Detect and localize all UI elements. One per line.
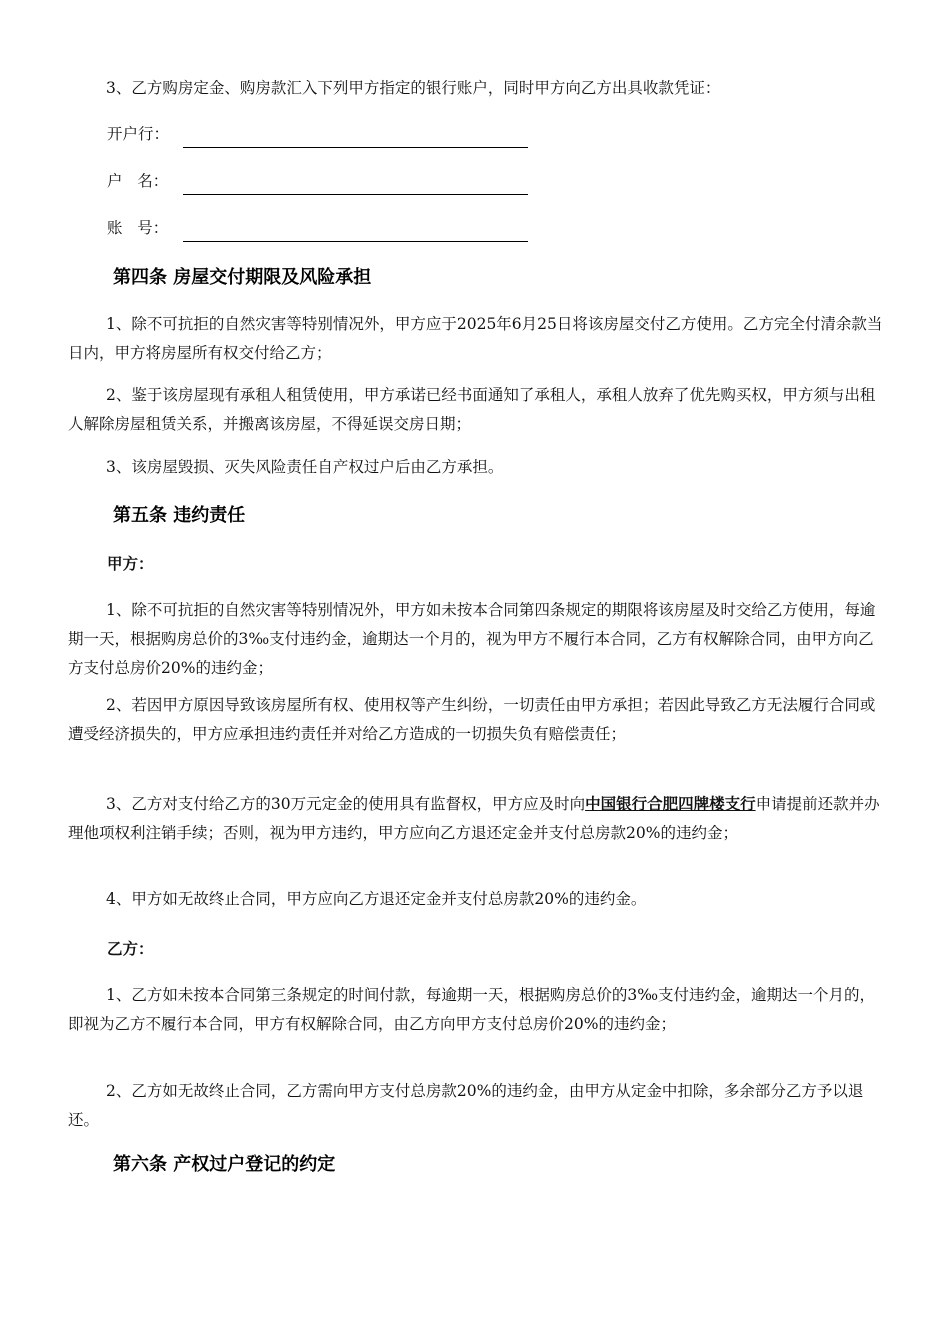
bank-name-blank-line [183,125,528,148]
article5-a-item2: 2、若因甲方原因导致该房屋所有权、使用权等产生纠纷，一切责任由甲方承担；若因此导致乙方无法履行合同或遭受经济损失的，甲方应承担违约责任并对给乙方造成的一切损失负有赔偿责任； [68,696,876,743]
bank-branch-name: 中国银行合肥四牌楼支行 [585,795,756,813]
account-number-field [107,214,528,242]
a-item3-text-before: 3、乙方对支付给乙方的30万元定金的使用具有监督权，甲方应及时向 [106,795,586,813]
article5-b-item1: 1、乙方如未按本合同第三条规定的时间付款，每逾期一天，根据购房总价的3‰支付违约金，逾期达一个月的，即视为乙方不履行本合同，甲方有权解除合同，由乙方向甲方支付总房价20%的违约金； [68,986,876,1033]
bank-name-label: 开户行： [107,125,170,143]
article4-heading: 第四条 房屋交付期限及风险承担 [113,267,372,288]
article6-heading: 第六条 产权过户登记的约定 [113,1154,336,1175]
article5-a-item4: 4、甲方如无故终止合同，甲方应向乙方退还定金并支付总房款20%的违约金。 [106,890,647,908]
account-number-blank-line [183,219,528,242]
article4-item2: 2、鉴于该房屋现有承租人租赁使用，甲方承诺已经书面通知了承租人，承租人放弃了优先购买权，甲方须与出租人解除房屋租赁关系，并搬离该房屋，不得延误交房日期； [68,386,876,433]
article5-a-item1: 1、除不可抗拒的自然灾害等特别情况外，甲方如未按本合同第四条规定的期限将该房屋及时交给乙方使用，每逾期一天，根据购房总价的3‰支付违约金，逾期达一个月的，视为甲方不履行本合同，乙方有权解除合同，由甲方向乙方支付总房价20%的违约金； [68,601,876,677]
account-holder-label: 户 名： [107,172,169,190]
account-holder-blank-line [183,172,528,195]
article5-a-item3 [68,790,886,848]
a-item3-text-after: 申请提前还款并办理他项权利注销手续；否则，视为甲方违约，甲方应向乙方退还定金并支付总房款20%的违约金； [68,795,880,842]
party-b-label: 乙方： [107,940,154,958]
article3-item3-paragraph: 3、乙方购房定金、购房款汇入下列甲方指定的银行账户，同时甲方向乙方出具收款凭证： [106,79,721,97]
article5-heading: 第五条 违约责任 [113,505,246,526]
article5-b-item2: 2、乙方如无故终止合同，乙方需向甲方支付总房款20%的违约金，由甲方从定金中扣除，多余部分乙方予以退还。 [68,1082,864,1129]
article4-item1: 1、除不可抗拒的自然灾害等特别情况外，甲方应于2025年6月25日将该房屋交付乙方使用。乙方完全付清余款当日内，甲方将房屋所有权交付给乙方； [68,315,883,362]
account-number-label: 账 号： [107,219,169,237]
account-holder-field [107,167,528,195]
article4-item3: 3、该房屋毁损、灭失风险责任自产权过户后由乙方承担。 [106,458,504,476]
bank-name-field [107,120,528,148]
party-a-label: 甲方： [107,555,154,573]
